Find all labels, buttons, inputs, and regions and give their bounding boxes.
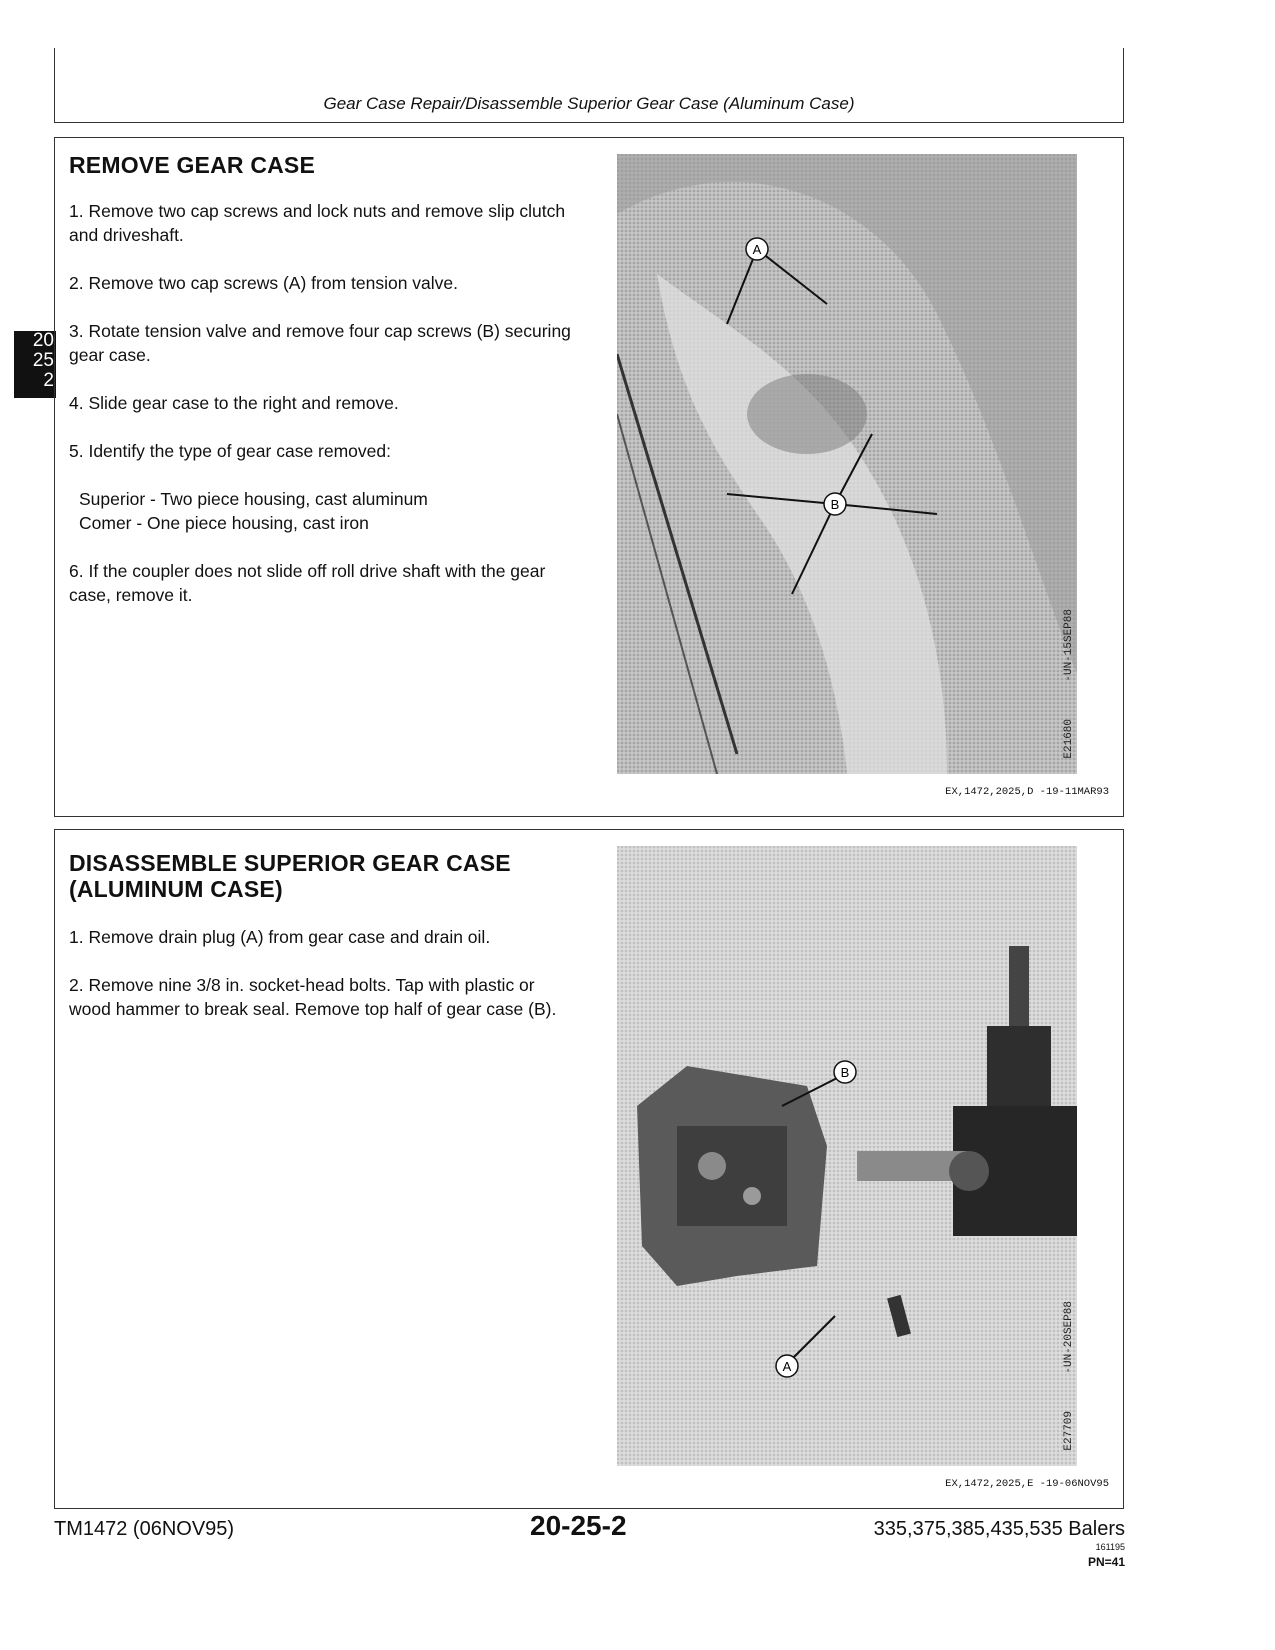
photo-id: E27709: [1063, 1411, 1075, 1451]
callout-a: A: [752, 242, 762, 257]
step-item: 3. Rotate tension valve and remove four cap screws (B) securing gear case.: [69, 321, 571, 365]
side-tab-line: 25: [32, 350, 54, 371]
section-side-tab: [14, 331, 56, 398]
step-item: 2. Remove two cap screws (A) from tension valve.: [69, 273, 459, 293]
aluminum-gear-case-photo: [617, 846, 1077, 1466]
step-item: 4. Slide gear case to the right and remove.: [69, 393, 399, 413]
section-heading: DISASSEMBLE SUPERIOR GEAR CASE (ALUMINUM CASE): [69, 850, 511, 902]
page-number: 20-25-2: [530, 1510, 627, 1541]
step-item: 1. Remove drain plug (A) from gear case and drain oil.: [69, 927, 491, 947]
callout-b: B: [830, 497, 840, 512]
gear-case-types: [79, 487, 579, 535]
step-item: 5. Identify the type of gear case removed:: [69, 441, 391, 461]
callout-b: B: [840, 1065, 850, 1080]
side-tab-line: 20: [32, 330, 54, 351]
section-heading: REMOVE GEAR CASE: [69, 152, 316, 178]
disassemble-superior-gear-case-section: [54, 829, 1124, 1509]
step-list: [69, 199, 579, 631]
step-item: 2. Remove nine 3/8 in. socket-head bolts. Tap with plastic or wood hammer to break seal. Remove top half of gear case (B).: [69, 975, 557, 1019]
model-list: 335,375,385,435,535 Balers: [873, 1518, 1125, 1540]
date-code: 161195: [1095, 1542, 1125, 1552]
photo-code: -UN-15SEP88: [1063, 609, 1075, 682]
page-header-title: Gear Case Repair/Disassemble Superior Gear Case (Aluminum Case): [323, 94, 855, 113]
pn-number: PN=41: [1087, 1555, 1125, 1569]
photo-code: -UN-20SEP88: [1063, 1301, 1075, 1374]
gear-case-photo: [617, 154, 1077, 774]
remove-gear-case-section: [54, 137, 1124, 817]
step-list: [69, 925, 579, 1045]
step-item: 6. If the coupler does not slide off roll drive shaft with the gear case, remove it.: [69, 561, 546, 605]
photo-reference: EX,1472,2025,D -19-11MAR93: [945, 786, 1109, 798]
type-item: Comer - One piece housing, cast iron: [79, 513, 369, 533]
photo-id: E21680: [1063, 719, 1075, 759]
callout-a: A: [782, 1359, 792, 1374]
manual-number: TM1472 (06NOV95): [54, 1518, 235, 1540]
photo-reference: EX,1472,2025,E -19-06NOV95: [945, 1478, 1109, 1490]
step-item: 1. Remove two cap screws and lock nuts and remove slip clutch and driveshaft.: [69, 201, 566, 245]
side-tab-line: 2: [43, 370, 54, 391]
type-item: Superior - Two piece housing, cast aluminum: [79, 489, 428, 509]
header-rule-bottom: [54, 122, 1124, 123]
